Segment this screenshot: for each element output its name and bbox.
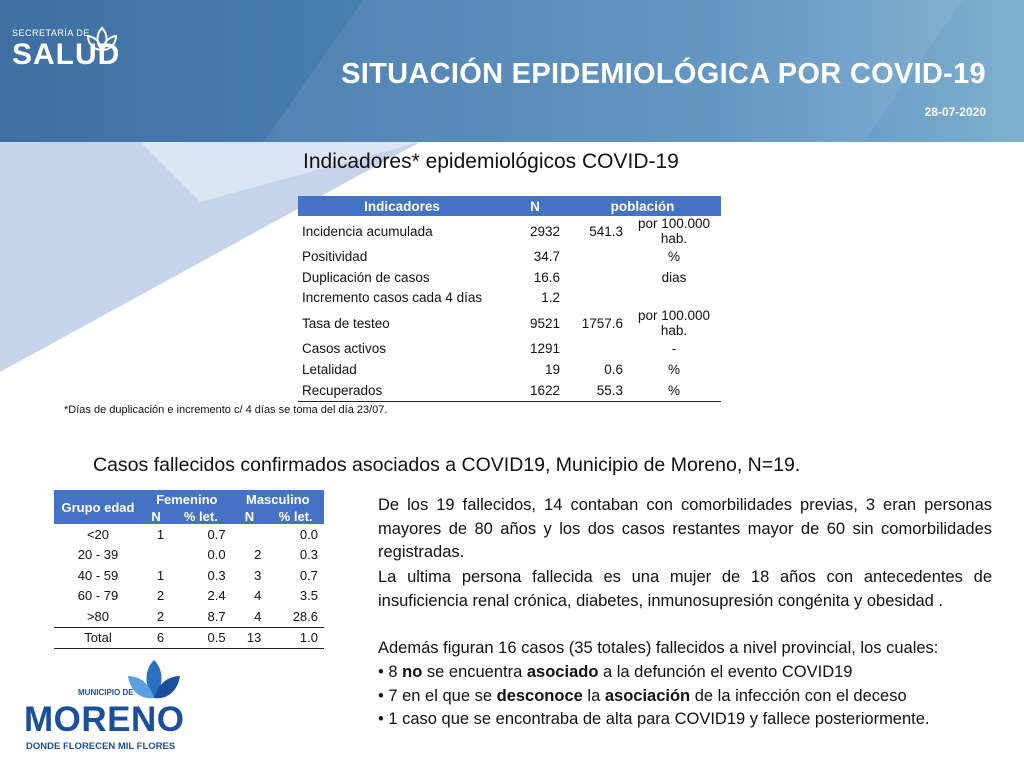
list-item: • 7 en el que se desconoce la asociación de la infección con el deceso bbox=[378, 686, 907, 705]
col-grupo-edad: Grupo edad bbox=[54, 490, 142, 524]
row-label: Positividad bbox=[302, 248, 368, 264]
table-row bbox=[298, 267, 721, 288]
deaths-title: Casos fallecidos confirmados asociados a COVID19, Municipio de Moreno, N=19. bbox=[93, 454, 801, 476]
masc-let: 0.7 bbox=[299, 567, 318, 583]
table-row-total bbox=[54, 627, 324, 649]
paragraph-last-death: La ultima persona fallecida es una mujer de 18 años con antecedentes de insuficiencia renal crónica, diabetes, inmunosupresión congénita y obesidad . bbox=[378, 568, 992, 610]
age-group: <20 bbox=[86, 526, 110, 542]
table-row bbox=[298, 216, 721, 246]
fem-n: 2 bbox=[156, 588, 165, 604]
salud-logo-big: SALUD bbox=[12, 38, 121, 71]
table-row bbox=[298, 338, 721, 359]
paragraph-provincial: Además figuran 16 casos (35 totales) fallecidos a nivel provincial, los cuales: bbox=[378, 639, 939, 657]
table-row bbox=[54, 565, 324, 586]
indicators-title: Indicadores* epidemiológicos COVID-19 bbox=[303, 150, 679, 173]
row-n: 16.6 bbox=[533, 269, 560, 285]
row-pop: 0.6 bbox=[604, 362, 623, 378]
row-pop bbox=[564, 267, 627, 288]
header-banner bbox=[0, 0, 1024, 142]
table-row bbox=[298, 359, 721, 380]
row-label: Incremento casos cada 4 días bbox=[302, 290, 483, 306]
table-row bbox=[298, 380, 721, 401]
row-label: Incidencia acumulada bbox=[302, 223, 433, 239]
age-group: >80 bbox=[86, 608, 110, 624]
row-n: 34.7 bbox=[533, 248, 560, 264]
masc-n: 4 bbox=[254, 588, 262, 604]
age-group: 40 - 59 bbox=[77, 567, 119, 583]
masc-let: 0.0 bbox=[299, 526, 318, 542]
masc-let: 3.5 bbox=[299, 588, 318, 604]
fem-n: 6 bbox=[142, 627, 170, 649]
row-n: 1.2 bbox=[541, 290, 560, 306]
list-item: • 8 no se encuentra asociado a la defunción el evento COVID19 bbox=[378, 663, 853, 681]
row-unit: % bbox=[667, 362, 680, 378]
row-unit: % bbox=[627, 380, 721, 401]
row-label: Letalidad bbox=[302, 362, 357, 378]
table-row bbox=[54, 524, 324, 545]
masc-n: 3 bbox=[254, 567, 262, 583]
row-unit: por 100.000 hab. bbox=[637, 216, 711, 246]
fem-n bbox=[142, 545, 170, 566]
table-row bbox=[54, 545, 324, 566]
indicators-header-row bbox=[298, 196, 721, 216]
row-label: Casos activos bbox=[302, 341, 387, 357]
col-femenino: Femenino bbox=[142, 490, 232, 508]
fem-n: 1 bbox=[156, 526, 165, 542]
row-unit: dias bbox=[661, 269, 687, 285]
fem-n: 1 bbox=[156, 567, 165, 583]
provincial-list bbox=[378, 661, 998, 732]
fem-let: 0.7 bbox=[207, 526, 226, 542]
masc-n bbox=[232, 524, 268, 545]
moreno-tagline: DONDE FLORECEN MIL FLORES bbox=[26, 741, 176, 752]
moreno-logo bbox=[20, 658, 185, 758]
row-n: 1622 bbox=[506, 380, 564, 401]
fem-let: 0.5 bbox=[170, 627, 231, 649]
masc-n: 2 bbox=[254, 547, 262, 563]
masc-let: 28.6 bbox=[292, 608, 318, 624]
row-label: Tasa de testeo bbox=[302, 315, 390, 331]
paragraph-comorbidities: De los 19 fallecidos, 14 contaban con comorbilidades previas, 3 eran personas mayores de 80 años y los dos casos restantes mayor de 60 sin comorbilidades registradas. bbox=[378, 496, 992, 561]
row-pop: 541.3 bbox=[589, 223, 623, 239]
age-group: 20 - 39 bbox=[77, 547, 119, 563]
row-unit bbox=[627, 288, 721, 309]
moreno-mun: MUNICIPIO DE bbox=[78, 688, 134, 697]
table-row bbox=[298, 288, 721, 309]
age-group: Total bbox=[54, 627, 142, 649]
row-unit: - bbox=[671, 341, 677, 357]
col-fem-let: % let. bbox=[170, 508, 231, 524]
salud-logo-small: SECRETARÍA DE bbox=[12, 28, 90, 38]
table-row bbox=[54, 586, 324, 607]
page-title: SITUACIÓN EPIDEMIOLÓGICA POR COVID-19 bbox=[341, 58, 986, 90]
row-pop: 55.3 bbox=[564, 380, 627, 401]
table-row bbox=[298, 246, 721, 267]
row-n: 19 bbox=[544, 362, 560, 378]
deaths-header-row bbox=[54, 490, 324, 508]
masc-let: 0.3 bbox=[299, 547, 318, 563]
row-unit: % bbox=[667, 248, 680, 264]
indicators-table bbox=[298, 196, 721, 402]
col-masc-let: % let. bbox=[267, 508, 324, 524]
fem-let: 0.0 bbox=[207, 547, 226, 563]
row-label: Duplicación de casos bbox=[302, 269, 430, 285]
row-n: 1291 bbox=[529, 341, 560, 357]
masc-n: 13 bbox=[232, 627, 268, 649]
table-row bbox=[54, 606, 324, 627]
row-pop bbox=[564, 246, 627, 267]
report-date: 28-07-2020 bbox=[924, 105, 986, 119]
masc-n: 4 bbox=[254, 608, 262, 624]
col-masc-n: N bbox=[232, 508, 268, 524]
row-pop bbox=[564, 288, 627, 309]
fem-let: 0.3 bbox=[207, 567, 226, 583]
row-n: 9521 bbox=[529, 315, 560, 331]
indicators-footnote: *Días de duplicación e incremento c/ 4 días se toma del día 23/07. bbox=[64, 404, 388, 416]
row-unit: por 100.000 hab. bbox=[637, 308, 711, 339]
fem-n: 2 bbox=[156, 608, 165, 624]
table-row bbox=[298, 308, 721, 338]
fem-let: 8.7 bbox=[207, 608, 226, 624]
lotus-icon bbox=[82, 24, 122, 58]
col-n: N bbox=[506, 196, 564, 216]
moreno-name: MORENO bbox=[24, 700, 185, 739]
col-indicadores: Indicadores bbox=[298, 196, 506, 216]
row-pop: 1757.6 bbox=[581, 315, 623, 331]
deaths-table bbox=[54, 490, 324, 649]
masc-let: 1.0 bbox=[267, 627, 324, 649]
row-pop bbox=[564, 338, 627, 359]
fem-let: 2.4 bbox=[207, 588, 226, 604]
list-item: • 1 caso que se encontraba de alta para COVID19 y fallece posteriormente. bbox=[378, 710, 930, 728]
row-n: 2932 bbox=[529, 223, 560, 239]
age-group: 60 - 79 bbox=[77, 588, 119, 604]
col-masculino: Masculino bbox=[232, 490, 324, 508]
salud-logo bbox=[12, 28, 120, 70]
row-label: Recuperados bbox=[298, 380, 506, 401]
col-poblacion: población bbox=[564, 196, 721, 216]
col-fem-n: N bbox=[142, 508, 170, 524]
